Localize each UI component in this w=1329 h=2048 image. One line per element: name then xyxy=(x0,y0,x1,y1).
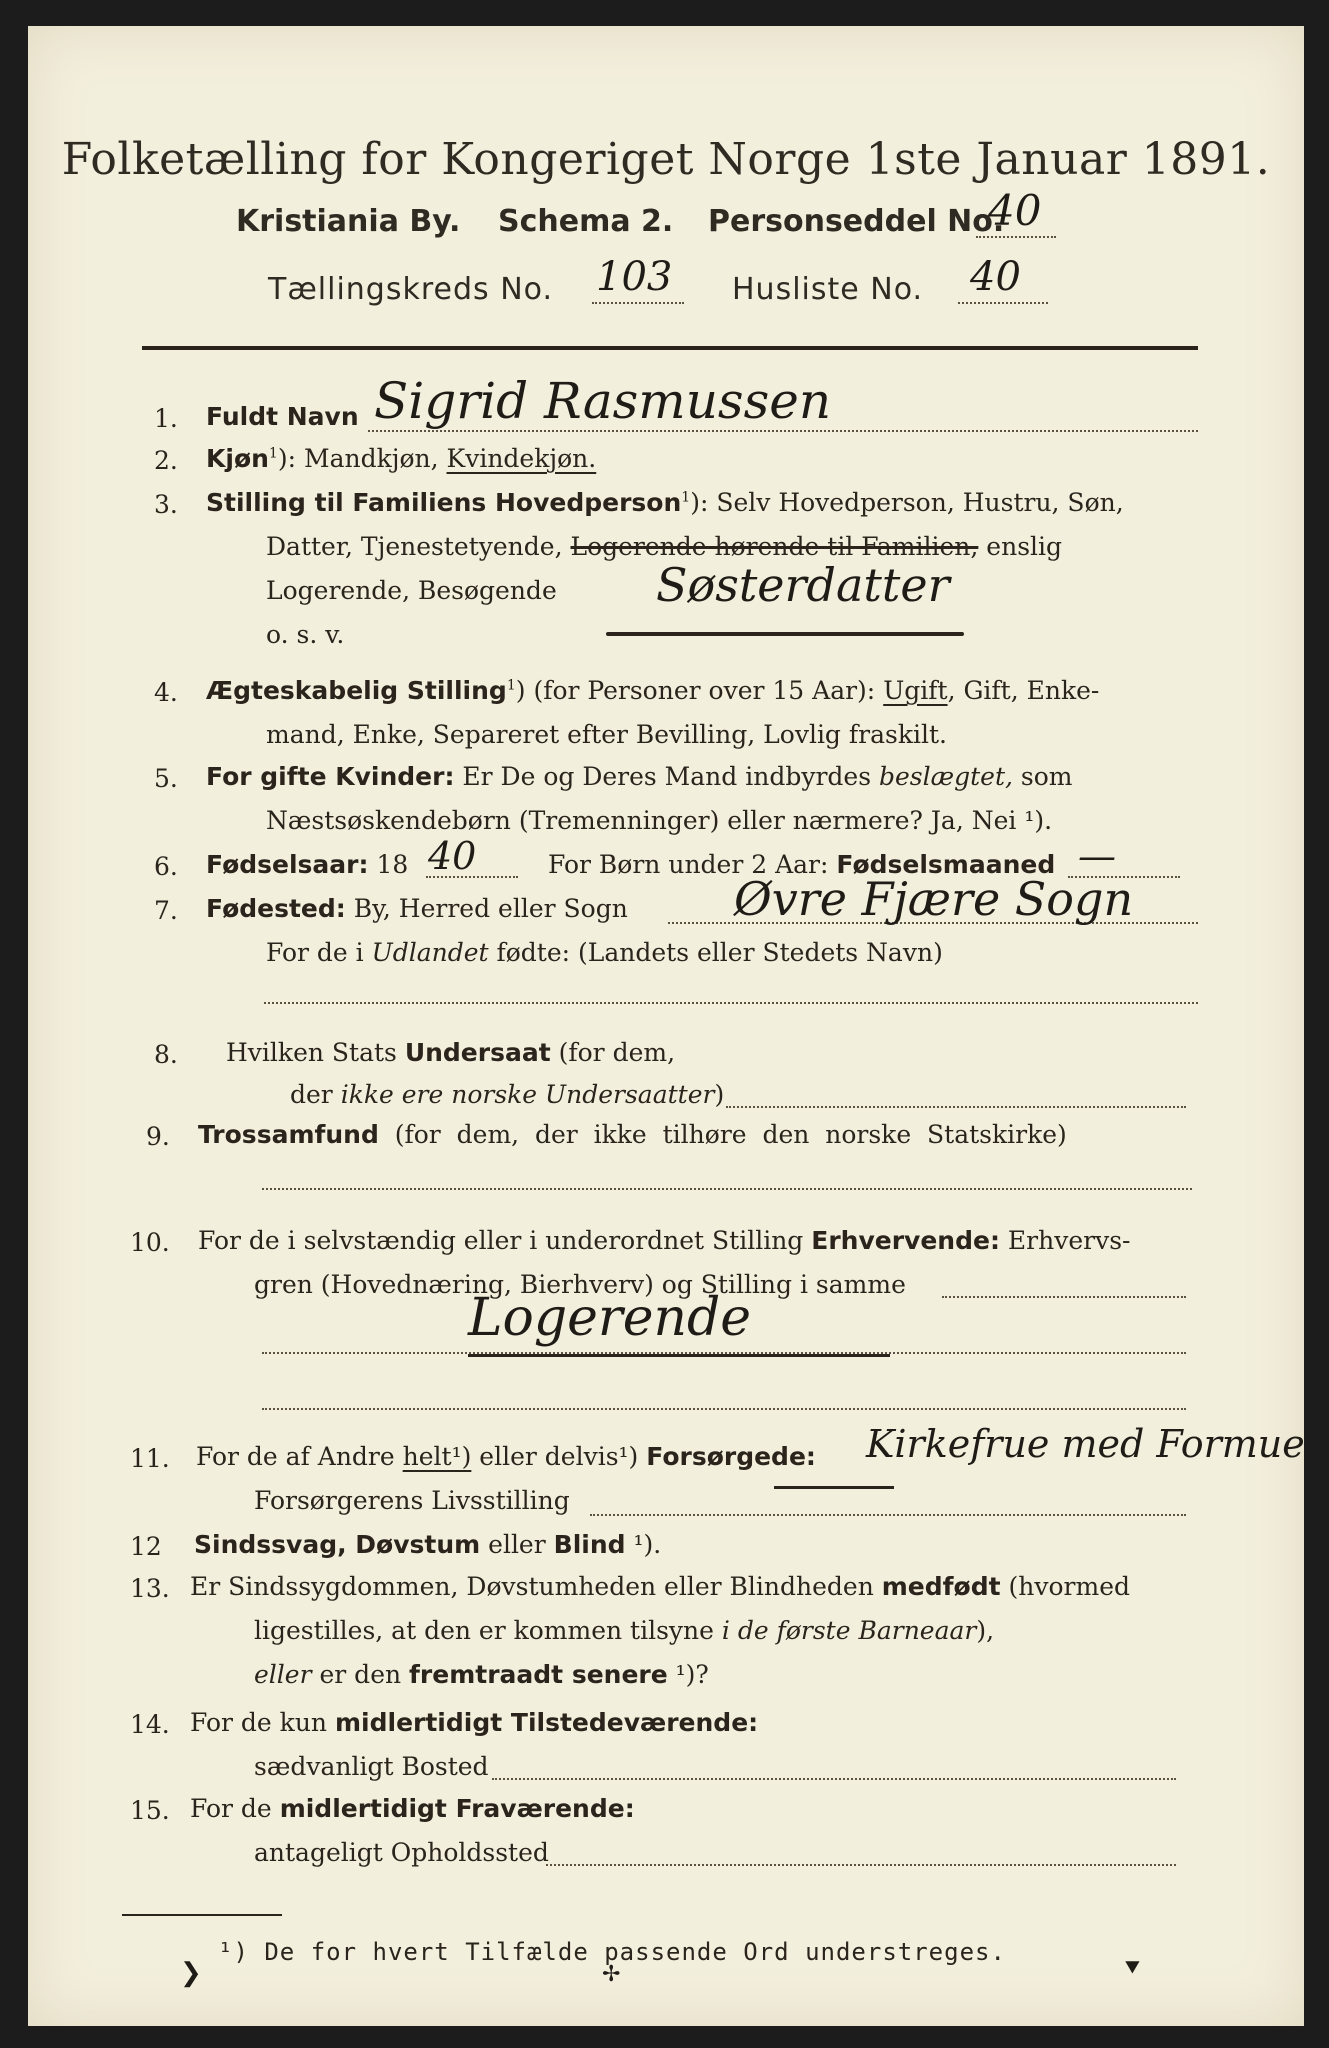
personseddel-no: 40 xyxy=(988,186,1042,235)
q11-line2: Forsørgerens Livsstilling xyxy=(254,1486,570,1515)
q3-line1-rest: ): Selv Hovedperson, Hustru, Søn, xyxy=(690,488,1124,517)
q4-selected: Ugift xyxy=(883,676,948,705)
q2-sup: 1 xyxy=(268,445,278,462)
taellingskreds-no: 103 xyxy=(596,254,673,300)
q4-line2: mand, Enke, Separeret efter Bevilling, Lovlig fraskilt. xyxy=(266,720,947,749)
q13-line1 xyxy=(190,1572,1130,1601)
q15-line1 xyxy=(190,1794,635,1823)
q3-number: 3. xyxy=(154,490,178,519)
q9-dots xyxy=(262,1188,1192,1190)
q7-line2 xyxy=(266,938,943,967)
q6-line xyxy=(206,850,408,879)
q13-line2-a: ligestilles, at den er kommen tilsyne xyxy=(254,1616,722,1645)
q10-value: Logerende xyxy=(468,1288,752,1348)
q14-line2: sædvanligt Bosted xyxy=(254,1752,489,1781)
schema-label: Schema 2. xyxy=(498,204,674,239)
q12-line xyxy=(194,1530,661,1559)
q7-rest: By, Herred eller Sogn xyxy=(345,894,628,923)
pen-mark-right: ⯆ xyxy=(1122,1954,1143,1984)
q1-label: Fuldt Navn xyxy=(206,402,359,431)
q14-line1-a: For de kun xyxy=(190,1708,335,1737)
q3-line2-struck: Logerende hørende til Familien, xyxy=(570,532,979,561)
q6-number: 6. xyxy=(154,852,178,881)
q15-line1-a: For de xyxy=(190,1794,280,1823)
q1-number: 1. xyxy=(154,404,178,433)
q10-dots-b xyxy=(262,1408,1186,1410)
q3-line4: o. s. v. xyxy=(266,620,345,649)
husliste-dots xyxy=(958,302,1048,304)
pen-mark-middle: ✢ xyxy=(602,1962,621,1987)
q2-selected: Kvindekjøn. xyxy=(446,444,597,473)
q6-year-prefix: 18 xyxy=(368,850,409,879)
q9-line xyxy=(198,1120,1067,1149)
q3-value: Søsterdatter xyxy=(656,558,950,612)
q11-helt: helt¹) xyxy=(402,1442,472,1471)
q13-line2 xyxy=(254,1616,994,1645)
census-form-card xyxy=(28,26,1304,2026)
q2-number: 2. xyxy=(154,446,178,475)
q9-rest: (for dem, der ikke tilhøre den norske Statskirke) xyxy=(378,1120,1067,1149)
q8-line1-b: (for dem, xyxy=(550,1038,676,1067)
taellingskreds-label: Tællingskreds No. xyxy=(268,272,553,307)
q13-line3-it: eller xyxy=(254,1660,312,1689)
q13-line3-bold: fremtraadt senere xyxy=(409,1660,668,1689)
q12-number: 12 xyxy=(130,1532,162,1561)
q12-label: Sindssvag, Døvstum xyxy=(194,1530,481,1559)
q11-number: 11. xyxy=(130,1444,170,1473)
q13-line1-b: (hvormed xyxy=(1000,1572,1130,1601)
q1-dots xyxy=(368,430,1198,432)
q14-number: 14. xyxy=(130,1710,170,1739)
q4-line1-rest: ) (for Personer over 15 Aar): xyxy=(515,676,884,705)
q13-line3-b: ¹)? xyxy=(667,1660,709,1689)
q10-line1-a: For de i selvstændig eller i underordnet Stilling xyxy=(198,1226,812,1255)
q11-value: Kirkefrue med Formue xyxy=(866,1422,1305,1466)
q13-line3 xyxy=(254,1660,709,1689)
q7-value: Øvre Fjære Sogn xyxy=(734,872,1134,926)
q2-line xyxy=(206,444,596,473)
q5-number: 5. xyxy=(154,764,178,793)
q10-line1-bold: Erhvervende: xyxy=(811,1226,1000,1255)
q6-year-dots xyxy=(426,876,518,878)
q11-line1-b: eller delvis¹) xyxy=(471,1442,647,1471)
q13-line2-it: i de første Barneaar xyxy=(721,1616,977,1645)
q5-line1-rest: Er De og Deres Mand indbyrdes xyxy=(454,762,879,791)
footnote-rule xyxy=(122,1914,282,1916)
q15-dots xyxy=(546,1864,1176,1866)
q5-line1-it: beslægtet, xyxy=(879,762,1013,791)
q13-line1-a: Er Sindssygdommen, Døvstumheden eller Blindheden xyxy=(190,1572,882,1601)
q10-number: 10. xyxy=(130,1228,170,1257)
q9-label: Trossamfund xyxy=(198,1120,379,1149)
q11-dots xyxy=(590,1514,1186,1516)
q1-name-value: Sigrid Rasmussen xyxy=(374,372,832,430)
q10-line2: gren (Hovednæring, Bierhverv) og Stilling i samme xyxy=(254,1270,906,1299)
q3-line2-a: Datter, Tjenestetyende, xyxy=(266,532,571,561)
q15-number: 15. xyxy=(130,1796,170,1825)
q5-line2: Næstsøskendebørn (Tremenninger) eller nærmere? Ja, Nei ¹). xyxy=(266,806,1053,835)
q3-label: Stilling til Familiens Hovedperson xyxy=(206,488,682,517)
q11-line1 xyxy=(196,1442,816,1471)
q3-line3: Logerende, Besøgende xyxy=(266,576,557,605)
q7-blank-dots xyxy=(264,1002,1198,1004)
q8-dots xyxy=(726,1106,1186,1108)
q8-number: 8. xyxy=(154,1040,178,1069)
q8-line1-bold: Undersaat xyxy=(404,1038,551,1067)
q13-number: 13. xyxy=(130,1574,170,1603)
form-title: Folketælling for Kongeriget Norge 1ste Januar 1891. xyxy=(61,134,1271,185)
q3-sup: 1 xyxy=(681,489,691,506)
q8-line2 xyxy=(290,1080,724,1109)
q6-month-value: — xyxy=(1078,834,1116,878)
q3-line2 xyxy=(266,532,1062,561)
q7-label: Fødested: xyxy=(206,894,346,923)
q2-options: ): Mandkjøn, xyxy=(277,444,447,473)
q3-fill-line xyxy=(606,632,964,636)
q11-line1-bold: Forsørgede: xyxy=(646,1442,816,1471)
q4-sup: 1 xyxy=(506,677,516,694)
q10-line1 xyxy=(198,1226,1130,1255)
q8-line1-a: Hvilken Stats xyxy=(226,1038,405,1067)
city-label: Kristiania By. xyxy=(236,204,461,239)
q4-number: 4. xyxy=(154,678,178,707)
q4-line1-end: , Gift, Enke- xyxy=(947,676,1100,705)
q7-line2-it: Udlandet xyxy=(371,938,489,967)
q12-end: ¹). xyxy=(625,1530,662,1559)
personseddel-dots xyxy=(976,236,1056,238)
q8-line1 xyxy=(226,1038,675,1067)
q8-line2-b: ) xyxy=(714,1080,725,1109)
q6-month-label: Fødselsmaaned xyxy=(836,850,1056,879)
q3-line1 xyxy=(206,488,1124,517)
q14-dots xyxy=(492,1778,1176,1780)
q15-line1-bold: midlertidigt Fraværende: xyxy=(279,1794,635,1823)
q7-number: 7. xyxy=(154,896,178,925)
personseddel-label: Personseddel No. xyxy=(708,204,1005,239)
q8-line2-a: der xyxy=(290,1080,341,1109)
q8-line2-it: ikke ere norske Undersaatter xyxy=(340,1080,715,1109)
q13-line3-a: er den xyxy=(311,1660,410,1689)
husliste-no: 40 xyxy=(970,254,1021,300)
q12-mid: eller xyxy=(480,1530,554,1559)
q2-label: Kjøn xyxy=(206,444,269,473)
q4-line1 xyxy=(206,676,1099,705)
q5-line1-end: som xyxy=(1012,762,1073,791)
q10-value-line xyxy=(468,1354,890,1357)
taellingskreds-dots xyxy=(592,302,684,304)
q9-number: 9. xyxy=(146,1122,170,1151)
q4-label: Ægteskabelig Stilling xyxy=(206,676,507,705)
q12-label2: Blind xyxy=(553,1530,626,1559)
q14-line1-bold: midlertidigt Tilstedeværende: xyxy=(334,1708,759,1737)
q11-line1-a: For de af Andre xyxy=(196,1442,403,1471)
q11-stroke xyxy=(774,1486,894,1489)
pen-mark-left: ❯ xyxy=(180,1958,202,1988)
q7-line2-a: For de i xyxy=(266,938,372,967)
q10-line1-b: Erhvervs- xyxy=(999,1226,1131,1255)
q5-line1 xyxy=(206,762,1073,791)
q13-line2-b: ), xyxy=(976,1616,995,1645)
q5-label: For gifte Kvinder: xyxy=(206,762,455,791)
q15-line2: antageligt Opholdssted xyxy=(254,1838,549,1867)
q14-line1 xyxy=(190,1708,758,1737)
q10-line2-dots xyxy=(942,1296,1186,1298)
q3-line2-b: enslig xyxy=(978,532,1063,561)
footnote: ¹) De for hvert Tilfælde passende Ord understreges. xyxy=(218,1938,1006,1966)
q6-year-value: 40 xyxy=(428,834,477,878)
q7-line1 xyxy=(206,894,628,923)
header-rule xyxy=(142,346,1198,350)
q6-mid: For Børn under 2 Aar: xyxy=(548,850,837,879)
q13-line1-bold: medfødt xyxy=(881,1572,1001,1601)
q6-label: Fødselsaar: xyxy=(206,850,369,879)
husliste-label: Husliste No. xyxy=(732,272,924,307)
q7-line2-b: fødte: (Landets eller Stedets Navn) xyxy=(488,938,943,967)
